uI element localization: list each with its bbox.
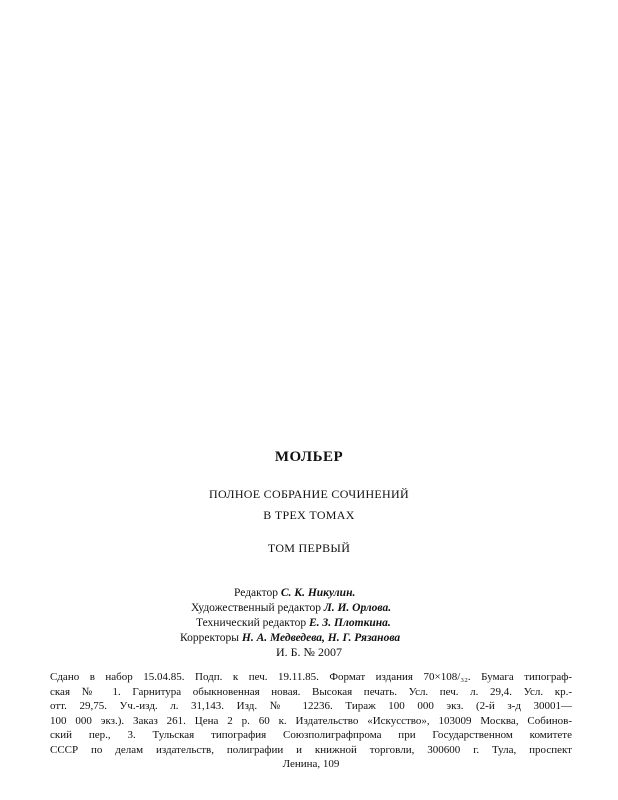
credit-role: Технический редактор <box>196 617 307 629</box>
imprint-line: ский пер., 3. Тульская типография Союзполиграфпрома при Государственном комитете <box>50 729 572 741</box>
imprint-line: СССР по делам издательств, полиграфии и книжной торговли, 300600 г. Тула, проспект <box>50 743 572 756</box>
imprint-line: ская № 1. Гарнитура обыкновенная новая. Высокая печать. Усл. печ. л. 29,4. Усл. кр.- <box>50 685 572 698</box>
credit-person: С. К. Никулин. <box>280 587 356 599</box>
edition-subtitle: В ТРЕХ ТОМАХ <box>263 508 355 522</box>
credits-block <box>180 586 400 646</box>
credit-role: Художественный редактор <box>191 602 321 614</box>
credit-role: Корректоры <box>180 632 239 644</box>
ib-number: И. Б. № 2007 <box>275 645 342 659</box>
credit-person: Е. З. Плоткина. <box>309 617 391 629</box>
author-name: МОЛЬЕР <box>274 449 344 465</box>
imprint-line: отт. 29,75. Уч.-изд. л. 31,143. Изд. № 12236. Тираж 100 000 экз. (2-й з-д 30001— <box>50 700 572 712</box>
credit-proofreaders <box>180 631 400 646</box>
credit-editor <box>180 586 400 601</box>
credit-art-editor <box>180 601 400 616</box>
imprint-line: 100 000 экз.). Заказ 261. Цена 2 р. 60 к. Издательство «Искусство», 103009 Москва, Собинов- <box>50 714 572 727</box>
credit-tech-editor <box>180 616 400 631</box>
credit-role: Редактор <box>234 587 278 599</box>
credit-person: Н. А. Медведева, Н. Г. Рязанова <box>241 632 401 644</box>
imprint-line: Сдано в набор 15.04.85. Подп. к печ. 19.11.85. Формат издания 70×108/₃₂. Бумагa типограф- <box>50 671 572 683</box>
imprint-block <box>50 670 572 772</box>
credit-person: Л. И. Орлова. <box>323 602 392 614</box>
volume-title: ТОМ ПЕРВЫЙ <box>267 541 351 555</box>
edition-title: ПОЛНОЕ СОБРАНИЕ СОЧИНЕНИЙ <box>209 487 409 501</box>
imprint-line: Ленина, 109 <box>282 758 340 770</box>
